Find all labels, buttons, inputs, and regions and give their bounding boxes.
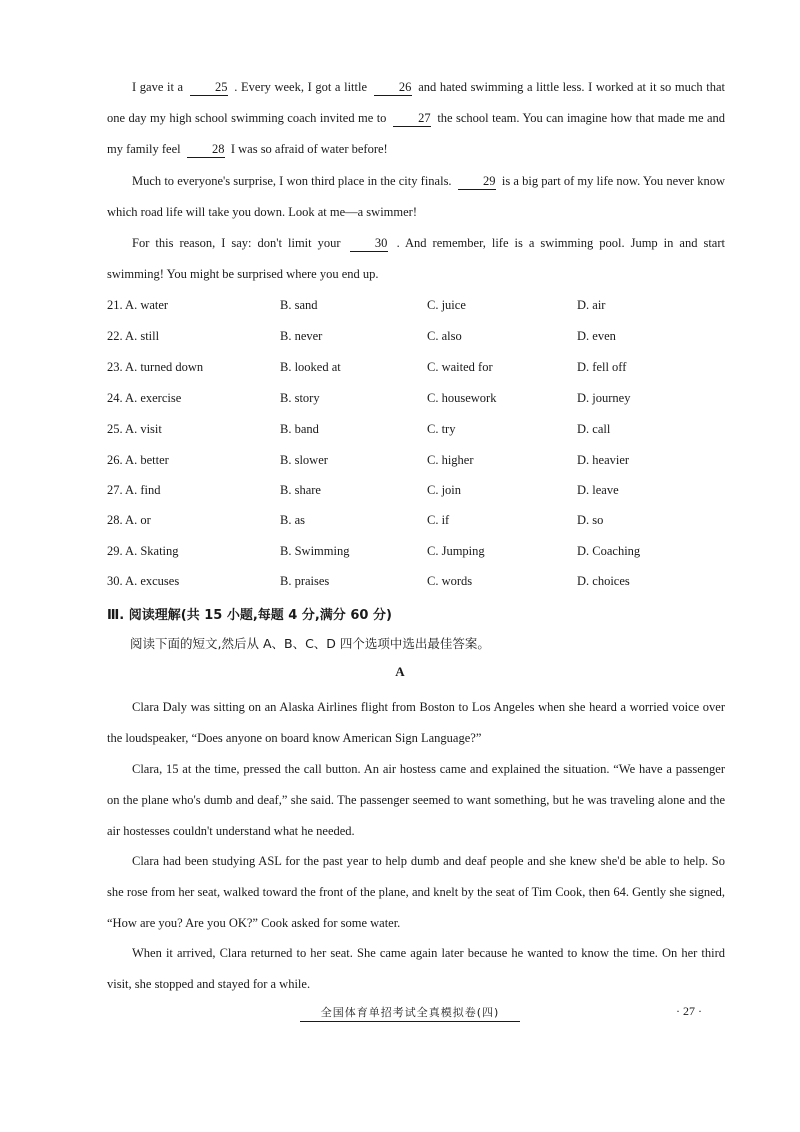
- option-b: B. band: [280, 422, 319, 436]
- option-a: 26. A. better: [107, 453, 169, 467]
- option-row-24: [107, 391, 747, 411]
- cloze-text: For this reason, I say: don't limit your: [132, 236, 341, 250]
- option-b: B. Swimming: [280, 544, 350, 558]
- cloze-paragraph-1: [107, 72, 725, 165]
- option-row-28: [107, 513, 747, 533]
- cloze-text: Much to everyone's surprise, I won third place in the city finals.: [132, 174, 452, 188]
- option-c: C. waited for: [427, 360, 493, 374]
- option-c: C. words: [427, 574, 473, 588]
- blank-28: 28: [187, 142, 225, 158]
- option-d: D. even: [577, 329, 616, 343]
- option-c: C. join: [427, 483, 462, 497]
- option-row-22: [107, 329, 747, 349]
- blank-27: 27: [393, 111, 431, 127]
- option-c: C. also: [427, 329, 462, 343]
- cloze-text: and hated swimming a little less. I worked at it so much that one day my high school swimming coach invited me to: [107, 80, 725, 125]
- cloze-text: the school team. You can imagine how that made me and my family feel: [107, 111, 726, 156]
- passage-label: A: [395, 664, 405, 679]
- option-c: C. juice: [427, 298, 466, 312]
- blank-29: 29: [458, 174, 496, 190]
- option-d: D. choices: [577, 574, 630, 588]
- option-row-30: [107, 574, 747, 594]
- option-d: D. Coaching: [577, 544, 641, 558]
- passage-paragraph-4: When it arrived, Clara returned to her seat. She came again later because he wanted to know the time. On her third visit, she stopped and stayed for a while.: [107, 946, 725, 991]
- cloze-text: . And remember, life is a swimming pool. Jump in and start swimming! You might be surprised where you end up.: [107, 236, 725, 281]
- blank-26: 26: [374, 80, 412, 96]
- option-row-26: [107, 453, 747, 473]
- cloze-paragraph-3: [107, 228, 725, 290]
- option-row-21: [107, 298, 747, 318]
- option-a: 27. A. find: [107, 483, 161, 497]
- option-b: B. story: [280, 391, 320, 405]
- section-instruction: 阅读下面的短文,然后从 A、B、C、D 四个选项中选出最佳答案。: [130, 636, 490, 651]
- option-b: B. looked at: [280, 360, 341, 374]
- passage-paragraph-3: Clara had been studying ASL for the past year to help dumb and deaf people and she knew she'd be able to help. So she rose from her seat, walked toward the front of the plane, and knelt by the seat of Tim Cook, then 64. Gently she signed, “How are you? Are you OK?” Cook asked for some water.: [107, 854, 725, 930]
- option-c: C. try: [427, 422, 456, 436]
- page-number: · 27 ·: [676, 1004, 702, 1018]
- blank-25: 25: [190, 80, 228, 96]
- option-b: B. slower: [280, 453, 328, 467]
- option-a: 24. A. exercise: [107, 391, 182, 405]
- option-a: 22. A. still: [107, 329, 160, 343]
- option-b: B. never: [280, 329, 323, 343]
- option-d: D. air: [577, 298, 606, 312]
- option-a: 25. A. visit: [107, 422, 162, 436]
- cloze-paragraph-2: [107, 166, 725, 228]
- option-d: D. heavier: [577, 453, 630, 467]
- option-d: D. call: [577, 422, 611, 436]
- option-c: C. Jumping: [427, 544, 485, 558]
- footer-title: 全国体育单招考试全真模拟卷(四): [300, 1004, 520, 1022]
- option-row-29: [107, 544, 747, 564]
- option-c: C. higher: [427, 453, 474, 467]
- option-b: B. praises: [280, 574, 330, 588]
- passage-paragraph-2: Clara, 15 at the time, pressed the call button. An air hostess came and explained the situation. “We have a passenger on the plane who's dumb and deaf,” she said. The passenger seemed to want something, but he was traveling alone and the air hostesses couldn't understand what he needed.: [107, 762, 725, 838]
- option-b: B. sand: [280, 298, 318, 312]
- option-b: B. as: [280, 513, 305, 527]
- cloze-text: . Every week, I got a little: [234, 80, 368, 94]
- option-d: D. fell off: [577, 360, 627, 374]
- cloze-text: I gave it a: [132, 80, 184, 94]
- option-b: B. share: [280, 483, 321, 497]
- option-a: 23. A. turned down: [107, 360, 204, 374]
- section-heading: Ⅲ. 阅读理解(共 15 小题,每题 4 分,满分 60 分): [107, 608, 392, 623]
- cloze-text: I was so afraid of water before!: [230, 142, 388, 156]
- cloze-text: is a big part of my life now. You never know which road life will take you down. Look at me—a swimmer!: [107, 174, 726, 219]
- option-row-27: [107, 483, 747, 503]
- option-row-25: [107, 422, 747, 442]
- option-a: 29. A. Skating: [107, 544, 179, 558]
- option-d: D. journey: [577, 391, 631, 405]
- option-c: C. housework: [427, 391, 497, 405]
- passage-paragraph-1: Clara Daly was sitting on an Alaska Airlines flight from Boston to Los Angeles when she heard a worried voice over the loudspeaker, “Does anyone on board know American Sign Language?”: [107, 700, 725, 745]
- option-c: C. if: [427, 513, 450, 527]
- option-row-23: [107, 360, 747, 380]
- option-d: D. so: [577, 513, 604, 527]
- option-a: 30. A. excuses: [107, 574, 180, 588]
- option-d: D. leave: [577, 483, 619, 497]
- blank-30: 30: [350, 236, 388, 252]
- option-a: 28. A. or: [107, 513, 151, 527]
- option-a: 21. A. water: [107, 298, 169, 312]
